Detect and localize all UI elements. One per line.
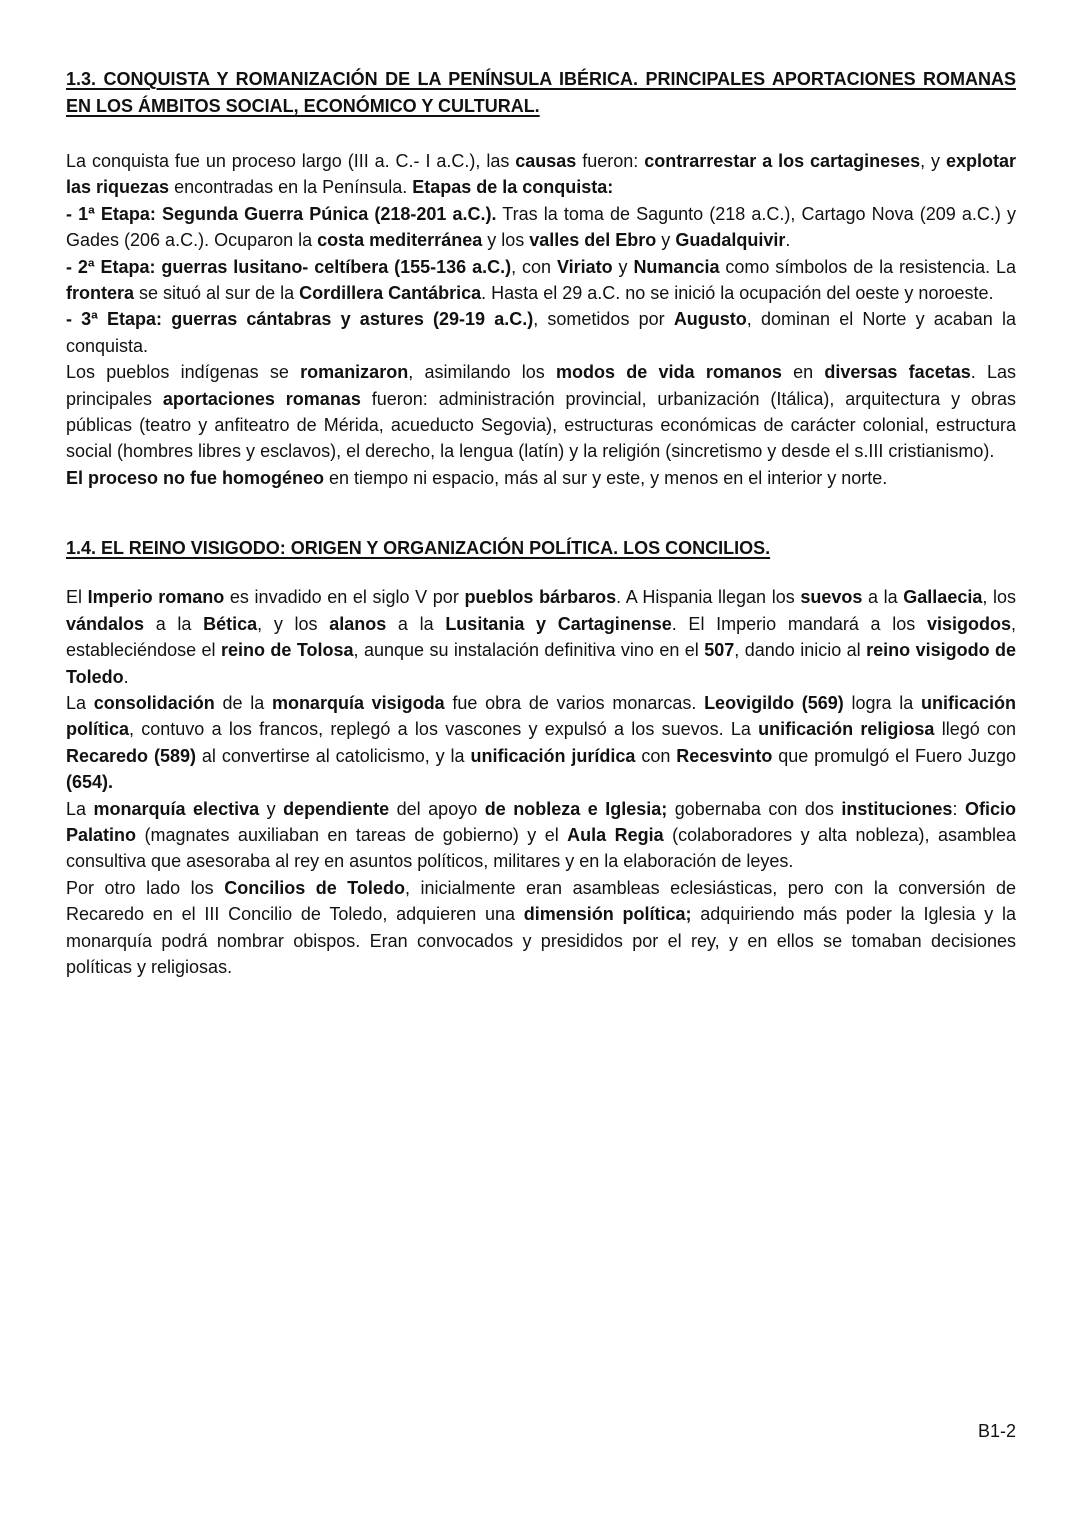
paragraph <box>66 201 1016 254</box>
text-run: Tras la toma de Sagunto (218 a.C.), Cartago Nova (209 a.C.) y Gades (206 a.C.). Ocuparon la <box>66 203 1016 251</box>
text-run: . <box>123 666 129 687</box>
text-run: . <box>785 230 791 251</box>
bold-text: Viriato <box>556 256 613 277</box>
text-run: El <box>66 587 88 608</box>
paragraph <box>66 875 1016 981</box>
bold-text: aportaciones romanas <box>162 388 361 409</box>
bold-text: unificación jurídica <box>470 745 636 766</box>
bold-text: de nobleza e Iglesia; <box>484 798 668 819</box>
bold-text: reino de Tolosa <box>220 640 354 661</box>
text-run: (colaboradores y alta nobleza), asamblea consultiva que asesoraba al rey en asuntos políticos, militares y en la elaboración de leyes. <box>66 824 1016 872</box>
text-run: en <box>781 362 825 383</box>
bold-text: monarquía electiva <box>93 798 260 819</box>
text-run: , aunque su instalación definitiva vino en el <box>353 640 705 661</box>
text-run: a la <box>386 613 446 634</box>
text-run: y <box>259 798 284 819</box>
bold-text: Imperio romano <box>87 587 225 608</box>
text-run: como símbolos de la resistencia. La <box>719 256 1016 277</box>
bold-text: (654). <box>66 772 114 793</box>
text-run: del apoyo <box>389 798 485 819</box>
bold-text: Recesvinto <box>676 745 773 766</box>
paragraph <box>66 306 1016 359</box>
paragraph <box>66 796 1016 875</box>
text-run: . El Imperio mandará a los <box>671 613 927 634</box>
bold-text: Aula Regia <box>567 824 664 845</box>
text-run: al convertirse al catolicismo, y la <box>195 745 471 766</box>
text-run: , inicialmente eran asambleas eclesiásticas, pero con la conversión de Recaredo en el III Concilio de Toledo, adquieren una <box>66 877 1016 925</box>
text-run: . A Hispania llegan los <box>616 587 801 608</box>
paragraph <box>66 359 1016 465</box>
text-run: y <box>612 256 634 277</box>
bold-text: Oficio Palatino <box>66 798 1016 845</box>
paragraph <box>66 690 1016 796</box>
bold-text: romanizaron <box>300 362 409 383</box>
bold-text: valles del Ebro <box>529 230 657 251</box>
text-run: que promulgó el Fuero Juzgo <box>772 745 1017 766</box>
text-run: de la <box>214 692 272 713</box>
text-run: . Hasta el 29 a.C. no se inició la ocupación del oeste y noroeste. <box>481 283 994 304</box>
text-run: , y <box>920 151 946 171</box>
text-run: a la <box>144 613 204 634</box>
text-run: , dando inicio al <box>734 640 867 661</box>
bold-text: reino visigodo de Toledo <box>66 640 1017 687</box>
bold-text: instituciones <box>841 798 953 819</box>
text-run: y los <box>482 230 530 251</box>
text-run: gobernaba con dos <box>667 798 842 819</box>
section-reino-visigodo <box>66 535 1016 980</box>
bold-text: - 3ª Etapa: guerras cántabras y astures (29-19 a.C.) <box>66 309 534 330</box>
text-run: y <box>656 230 676 251</box>
bold-text: Guadalquivir <box>675 230 786 251</box>
bold-text: Recaredo (589) <box>66 745 196 766</box>
text-run: (magnates auxiliaban en tareas de gobierno) y el <box>136 824 568 845</box>
text-run: La conquista fue un proceso largo (III a. C.- I a.C.), las <box>66 151 516 171</box>
section-body <box>66 584 1016 980</box>
bold-text: - 1ª Etapa: Segunda Guerra Púnica (218-201 a.C.). <box>66 203 497 224</box>
text-run: fueron: <box>576 151 645 171</box>
bold-text: Augusto <box>673 309 747 330</box>
text-run: a la <box>862 587 904 608</box>
bold-text: dependiente <box>283 798 390 819</box>
bold-text: Leovigildo (569) <box>704 692 844 713</box>
bold-text: Bética <box>203 613 258 634</box>
paragraph <box>66 254 1016 307</box>
bold-text: monarquía visigoda <box>271 692 445 713</box>
page-number: B1-2 <box>977 1421 1016 1441</box>
text-run: , sometidos por <box>533 309 674 330</box>
bold-text: - 2ª Etapa: guerras lusitano- celtíbera (155-136 a.C.) <box>66 256 512 277</box>
text-run: con <box>635 745 677 766</box>
paragraph <box>66 584 1016 690</box>
text-run: fue obra de varios monarcas. <box>444 692 705 713</box>
bold-text: diversas facetas <box>824 362 971 383</box>
document-page <box>66 66 1016 980</box>
paragraph <box>66 465 1016 491</box>
text-run: , contuvo a los francos, replegó a los vascones y expulsó a los suevos. La <box>129 719 759 740</box>
text-run: fueron: administración provincial, urbanización (Itálica), arquitectura y obras públicas (teatro y anfiteatro de Mérida, acueducto Segovia), estructuras económicas de carácter colonial, estructura social (hombres libres y esclavos), el derecho, la lengua (latín) y la religión (sincretismo y desde el s.III cristianismo). <box>66 388 1016 462</box>
bold-text: modos de vida romanos <box>556 362 782 383</box>
bold-text: El proceso no fue homogéneo <box>66 467 325 488</box>
bold-text: causas <box>515 151 577 171</box>
paragraph <box>66 148 1016 201</box>
bold-text: dimensión política; <box>523 904 692 925</box>
text-run: es invadido en el siglo V por <box>224 587 465 608</box>
bold-text: Gallaecia <box>903 587 983 608</box>
text-run: La <box>66 692 94 713</box>
section-heading: 1.4. EL REINO VISIGODO: ORIGEN Y ORGANIZACIÓN POLÍTICA. LOS CONCILIOS. <box>66 538 771 559</box>
bold-text: consolidación <box>93 692 215 713</box>
bold-text: Concilios de Toledo <box>224 877 405 898</box>
bold-text: alanos <box>329 613 387 634</box>
text-run: . Las principales <box>66 362 1017 409</box>
text-run: , con <box>511 256 557 277</box>
bold-text: contrarrestar a los cartagineses <box>644 151 921 171</box>
text-run: , y los <box>257 613 330 634</box>
text-run: encontradas en la Península. <box>169 177 413 198</box>
bold-text: suevos <box>800 587 863 608</box>
bold-text: explotar las riquezas <box>66 151 1016 198</box>
bold-text: Lusitania y Cartaginense <box>445 613 672 634</box>
text-run: adquiriendo más poder la Iglesia y la monarquía podrá nombrar obispos. Eran convocados y presididos por el rey, y en ellos se tomaban decisiones políticas y religiosas. <box>66 904 1016 977</box>
text-run: , los <box>982 587 1016 608</box>
section-heading: 1.3. CONQUISTA Y ROMANIZACIÓN DE LA PENÍNSULA IBÉRICA. PRINCIPALES APORTACIONES ROMANAS EN LOS ÁMBITOS SOCIAL, ECONÓMICO Y CULTURAL. <box>66 69 1016 116</box>
text-run: , dominan el Norte y acaban la conquista. <box>66 309 1016 356</box>
bold-text: unificación religiosa <box>758 719 935 740</box>
bold-text: unificación política <box>66 692 1016 740</box>
bold-text: Etapas de la conquista: <box>412 177 614 198</box>
text-run: , asimilando los <box>408 362 557 383</box>
bold-text: vándalos <box>66 613 145 634</box>
text-run: se situó al sur de la <box>134 283 300 304</box>
bold-text: 507 <box>704 640 735 661</box>
text-run: , estableciéndose el <box>66 613 1016 661</box>
text-run: logra la <box>843 692 921 713</box>
text-run: en tiempo ni espacio, más al sur y este, y menos en el interior y norte. <box>324 467 888 488</box>
text-run: Por otro lado los <box>66 877 225 898</box>
section-body <box>66 148 1016 491</box>
bold-text: Cordillera Cantábrica <box>299 283 482 304</box>
text-run: llegó con <box>934 719 1016 740</box>
bold-text: pueblos bárbaros <box>464 587 617 608</box>
section-conquista-romanizacion <box>66 66 1016 491</box>
bold-text: costa mediterránea <box>317 230 483 251</box>
text-run: La <box>66 798 94 819</box>
bold-text: Numancia <box>633 256 720 277</box>
text-run: Los pueblos indígenas se <box>66 362 301 383</box>
bold-text: frontera <box>66 283 135 304</box>
bold-text: visigodos <box>926 613 1011 634</box>
text-run: : <box>952 798 965 819</box>
